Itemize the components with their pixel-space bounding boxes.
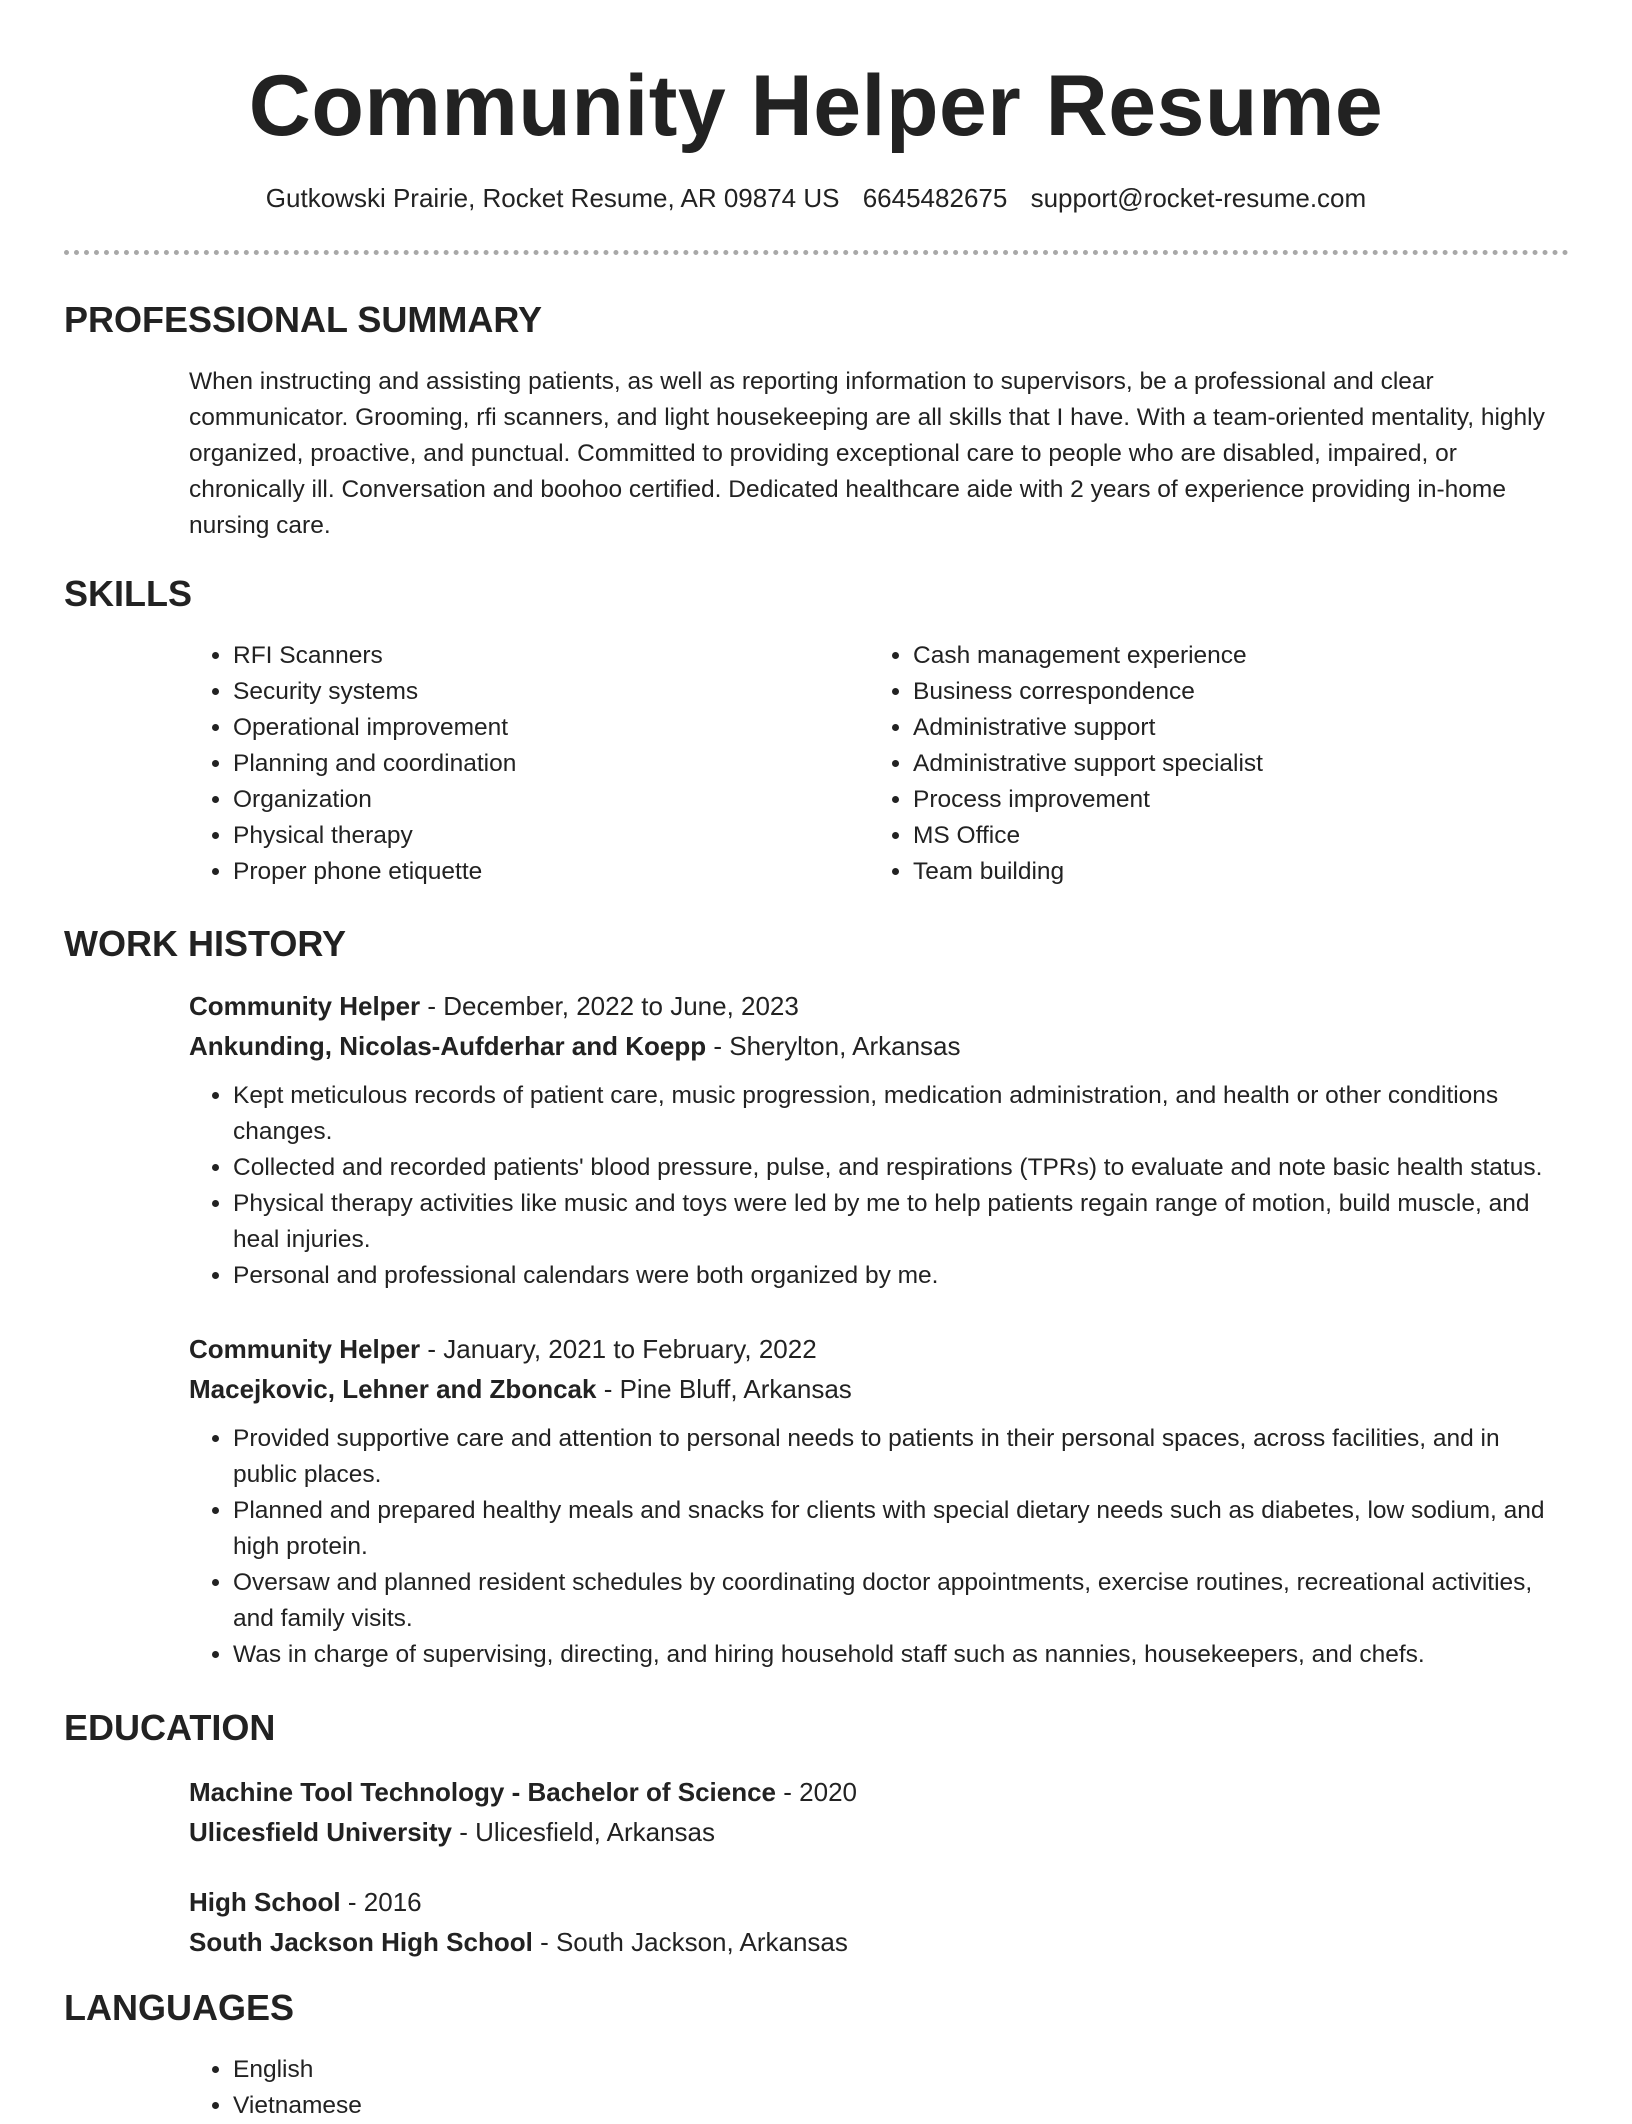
education-entry — [189, 1882, 1569, 1962]
job-company-line — [189, 1369, 1569, 1409]
job-bullet: • Collected and recorded patients' blood pressure, pulse, and respirations (TPRs) to evaluate and note basic health status. — [233, 1150, 1569, 1186]
job-location: - Sherylton, Arkansas — [713, 1031, 961, 1061]
contact-phone: 6645482675 — [862, 183, 1008, 213]
job-title-line — [189, 1329, 1569, 1369]
language-item: • English — [233, 2052, 1569, 2088]
skill-item: • Process improvement — [913, 782, 1509, 818]
work-entry — [189, 1329, 1569, 1673]
education-school-line — [189, 1922, 1569, 1962]
job-location: - Pine Bluff, Arkansas — [603, 1374, 852, 1404]
job-bullet: • Oversaw and planned resident schedules by coordinating doctor appointments, exercise routines, recreational activities, and family visits. — [233, 1565, 1569, 1637]
education-location: - Ulicesfield, Arkansas — [459, 1817, 715, 1847]
education-entry — [189, 1772, 1569, 1852]
education-degree-line — [189, 1772, 1569, 1812]
skill-item: • Business correspondence — [913, 674, 1509, 710]
job-bullet: • Physical therapy activities like music and toys were led by me to help patients regain range of motion, build muscle, and heal injuries. — [233, 1186, 1569, 1258]
education-school: South Jackson High School — [189, 1927, 533, 1957]
education-year: - 2020 — [783, 1777, 857, 1807]
contact-email: support@rocket-resume.com — [1030, 183, 1367, 213]
skills-block — [189, 638, 1569, 898]
education-year: - 2016 — [347, 1887, 422, 1917]
job-bullets — [189, 1078, 1569, 1294]
job-bullet: • Planned and prepared healthy meals and snacks for clients with special dietary needs such as diabetes, low sodium, and high protein. — [233, 1493, 1569, 1565]
job-title-line — [189, 986, 1569, 1026]
education-heading: EDUCATION — [64, 1707, 276, 1748]
job-company: Macejkovic, Lehner and Zboncak — [189, 1374, 597, 1404]
skill-item: • Physical therapy — [233, 818, 829, 854]
skill-item: • Administrative support — [913, 710, 1509, 746]
skill-item: • Administrative support specialist — [913, 746, 1509, 782]
education-degree: High School — [189, 1887, 341, 1917]
education-school-line — [189, 1812, 1569, 1852]
job-dates: - December, 2022 to June, 2023 — [427, 991, 799, 1021]
skill-item: • Operational improvement — [233, 710, 829, 746]
header-divider — [64, 250, 1569, 255]
languages-heading: LANGUAGES — [64, 1987, 295, 2028]
work-heading: WORK HISTORY — [64, 923, 347, 964]
language-item: • Vietnamese — [233, 2088, 1569, 2124]
education-degree: Machine Tool Technology - Bachelor of Science — [189, 1777, 777, 1807]
contact-address: Gutkowski Prairie, Rocket Resume, AR 09874 US — [265, 183, 840, 213]
summary-heading: PROFESSIONAL SUMMARY — [64, 299, 543, 340]
work-entry — [189, 986, 1569, 1294]
job-title: Community Helper — [189, 991, 421, 1021]
skills-heading: SKILLS — [64, 573, 193, 614]
resume-title: Community Helper Resume — [248, 58, 1384, 154]
contact-line — [0, 182, 1632, 214]
skill-item: • Proper phone etiquette — [233, 854, 829, 890]
job-title: Community Helper — [189, 1334, 421, 1364]
skill-item: • Organization — [233, 782, 829, 818]
job-bullet: • Kept meticulous records of patient care, music progression, medication administration, and health or other conditions changes. — [233, 1078, 1569, 1150]
job-bullet: • Was in charge of supervising, directing, and hiring household staff such as nannies, housekeepers, and chefs. — [233, 1637, 1569, 1673]
job-bullets — [189, 1421, 1569, 1673]
job-company-line — [189, 1026, 1569, 1066]
job-bullet: • Personal and professional calendars were both organized by me. — [233, 1258, 1569, 1294]
skill-item: • Security systems — [233, 674, 829, 710]
skill-item: • Cash management experience — [913, 638, 1509, 674]
skill-item: • Team building — [913, 854, 1509, 890]
skills-column-right — [869, 638, 1509, 890]
summary-text: When instructing and assisting patients, as well as reporting information to supervisors, be a professional and clear communicator. Grooming, rfi scanners, and light housekeeping are all skills that I have. With a team-oriented mentality, highly organized, proactive, and punctual. Committed to providing exceptional care to people who are disabled, impaired, or chronically ill. Conversation and boohoo certified. Dedicated healthcare aide with 2 years of experience providing in-home nursing care. — [189, 368, 1545, 539]
education-degree-line — [189, 1882, 1569, 1922]
languages-block — [189, 2052, 1569, 2124]
job-dates: - January, 2021 to February, 2022 — [427, 1334, 817, 1364]
skills-column-left — [189, 638, 829, 890]
summary-block — [189, 364, 1569, 544]
skill-item: • RFI Scanners — [233, 638, 829, 674]
job-company: Ankunding, Nicolas-Aufderhar and Koepp — [189, 1031, 707, 1061]
education-location: - South Jackson, Arkansas — [540, 1927, 848, 1957]
skill-item: • MS Office — [913, 818, 1509, 854]
education-school: Ulicesfield University — [189, 1817, 452, 1847]
job-bullet: • Provided supportive care and attention to personal needs to patients in their personal spaces, across facilities, and in public places. — [233, 1421, 1569, 1493]
skill-item: • Planning and coordination — [233, 746, 829, 782]
